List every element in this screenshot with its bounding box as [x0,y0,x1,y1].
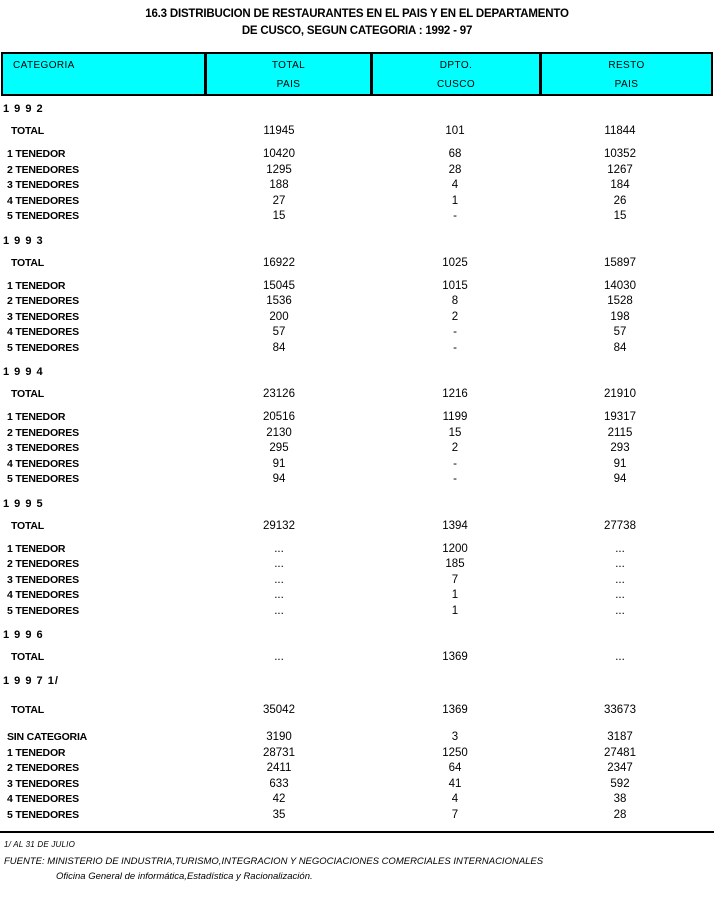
cell-value: ... [615,542,625,555]
row-label: 4 TENEDORES [7,457,79,470]
row-label: TOTAL [11,256,45,269]
cell-value: 2115 [607,426,633,439]
cell-value: 33673 [604,704,636,716]
cell-value: 15 [448,426,462,439]
row-label: 1 TENEDOR [7,411,66,423]
column-label: TOTAL [271,60,306,71]
cell-value: 184 [610,179,630,191]
table-row [0,457,714,473]
cell-value: 27481 [604,746,636,759]
cell-value: 38 [613,793,627,805]
cell-value: ... [615,573,625,586]
column-label: PAIS [276,79,301,90]
source-line: FUENTE: MINISTERIO DE INDUSTRIA,TURISMO,INTEGRACION Y NEGOCIACIONES COMERCIALES INTERNACIONALES [4,856,544,867]
row-label: 4 TENEDORES [7,793,79,805]
table-row [0,163,714,179]
cell-value: 57 [272,326,286,338]
cell-value: 29132 [263,519,295,532]
column-label: CATEGORIA [13,60,75,71]
row-label: TOTAL [11,704,45,716]
table-row [0,472,714,488]
row-label: 3 TENEDORES [7,573,79,586]
table-row [0,147,714,163]
cell-value: 592 [610,777,630,790]
row-label: 2 TENEDORES [7,426,79,439]
table-row [0,209,714,225]
table-row [0,441,714,457]
footnote: 1/ AL 31 DE JULIO [4,840,75,849]
year-section [0,101,714,225]
table-row [0,808,714,824]
cell-value: ... [274,589,284,601]
table-row [0,341,714,357]
row-label: 5 TENEDORES [7,808,79,821]
row-label: 2 TENEDORES [7,762,79,774]
table-row [0,792,714,808]
cell-value: 1015 [442,279,468,292]
cell-value: 15 [272,210,286,222]
cell-value: 1 [451,589,459,601]
cell-value: 200 [269,310,289,323]
cell-value: - [453,210,457,222]
table-row [0,573,714,589]
cell-value: 41 [448,777,462,790]
row-label: 5 TENEDORES [7,604,79,617]
cell-value: 84 [613,341,627,354]
row-label: 2 TENEDORES [7,558,79,570]
cell-value: 84 [272,341,286,354]
title-line-2: DE CUSCO, SEGUN CATEGORIA : 1992 - 97 [241,25,473,37]
cell-value: - [453,473,457,485]
table-row [0,255,714,271]
cell-value: 28731 [263,746,295,759]
cell-value: ... [274,558,284,570]
cell-value: 16922 [263,256,295,269]
cell-value: 15897 [604,256,636,269]
cell-value: 293 [610,442,630,454]
cell-value: 2 [451,310,459,323]
row-label: 4 TENEDORES [7,326,79,338]
table-row [0,386,714,402]
cell-value: 2347 [607,762,633,774]
cell-value: 1369 [442,704,468,716]
cell-value: ... [274,542,284,555]
cell-value: ... [615,589,625,601]
table-row [0,123,714,139]
cell-value: 35 [272,808,286,821]
year-section [0,364,714,488]
cell-value: 1528 [607,295,633,307]
row-label: 5 TENEDORES [7,210,79,222]
cell-value: 1 [451,604,459,617]
row-label: 4 TENEDORES [7,194,79,207]
footer-divider [0,831,714,833]
cell-value: ... [615,558,625,570]
cell-value: 1369 [442,651,468,663]
row-label: 1 TENEDOR [7,746,66,759]
column-label: DPTO. [439,60,473,71]
cell-value: ... [615,604,625,617]
cell-value: 3187 [607,731,633,743]
office-line: Oficina General de informática,Estadística y Racionalización. [56,871,313,882]
row-label: 2 TENEDORES [7,163,79,176]
table-row [0,542,714,558]
table-row [0,777,714,793]
cell-value: 2130 [266,426,292,439]
year-label: 1 9 9 7 1/ [3,675,59,687]
table-row [0,730,714,746]
row-label: 3 TENEDORES [7,310,79,323]
cell-value: 295 [269,442,289,454]
year-section [0,673,714,823]
table-row [0,518,714,534]
table-row [0,410,714,426]
row-label: 3 TENEDORES [7,179,79,191]
table-row [0,649,714,665]
cell-value: 15045 [263,279,295,292]
table-row [0,604,714,620]
cell-value: 188 [269,179,289,191]
cell-value: 1295 [266,163,292,176]
cell-value: 198 [610,310,630,323]
cell-value: 1 [451,194,459,207]
cell-value: 28 [613,808,627,821]
column-header-categoria [3,54,207,94]
cell-value: 3190 [266,731,292,743]
column-label: PAIS [614,79,639,90]
cell-value: 7 [451,573,459,586]
table-body [0,101,714,823]
cell-value: 94 [613,473,627,485]
cell-value: 20516 [263,411,295,423]
cell-value: 27738 [604,519,636,532]
table-row [0,588,714,604]
cell-value: - [453,326,457,338]
year-label: 1 9 9 4 [3,366,44,378]
cell-value: 3 [451,731,459,743]
cell-value: 1250 [442,746,468,759]
year-label: 1 9 9 2 [3,103,44,115]
column-label: CUSCO [436,79,476,90]
cell-value: 57 [613,326,627,338]
cell-value: 1025 [442,256,468,269]
cell-value: 27 [272,194,286,207]
cell-value: 10420 [263,148,295,160]
cell-value: 91 [272,457,286,470]
year-section [0,233,714,357]
row-label: 1 TENEDOR [7,542,66,555]
category-rows [0,730,714,823]
cell-value: 19317 [604,411,636,423]
column-label: RESTO [608,60,645,71]
cell-value: 7 [451,808,459,821]
row-label: 4 TENEDORES [7,589,79,601]
cell-value: 4 [451,793,459,805]
year-label: 1 9 9 3 [3,234,44,247]
category-rows [0,279,714,357]
cell-value: 2411 [266,762,292,774]
cell-value: 21910 [604,388,636,400]
row-label: TOTAL [11,125,45,137]
table-row [0,279,714,295]
cell-value: ... [274,651,284,663]
table-row [0,557,714,573]
table-row [0,325,714,341]
cell-value: 94 [272,473,286,485]
cell-value: 633 [269,777,289,790]
cell-value: 185 [445,558,465,570]
cell-value: 35042 [263,704,295,716]
table-row [0,761,714,777]
table-row [0,294,714,310]
cell-value: 68 [448,148,462,160]
cell-value: ... [615,651,625,663]
cell-value: 14030 [604,279,636,292]
cell-value: 1394 [442,519,468,532]
table-row [0,178,714,194]
title-line-1: 16.3 DISTRIBUCION DE RESTAURANTES EN EL PAIS Y EN EL DEPARTAMENTO [145,8,569,20]
column-header-total-pais [207,54,373,94]
category-rows [0,147,714,225]
page-title [0,0,714,40]
cell-value: 10352 [604,148,636,160]
cell-value: 26 [613,194,627,207]
cell-value: 2 [451,442,459,454]
cell-value: 23126 [263,388,295,400]
table-row [0,310,714,326]
row-label: 1 TENEDOR [7,279,66,292]
cell-value: 4 [451,179,459,191]
cell-value: 42 [272,793,286,805]
table-row [0,746,714,762]
column-header-dpto-cusco [373,54,542,94]
cell-value: 1200 [442,542,468,555]
cell-value: 11945 [263,125,295,137]
row-label: TOTAL [11,651,45,663]
row-label: TOTAL [11,388,45,400]
year-section [0,496,714,620]
year-section [0,627,714,665]
column-header-resto-pais [542,54,711,94]
cell-value: 1216 [442,388,468,400]
row-label: TOTAL [11,519,45,532]
row-label: 1 TENEDOR [7,148,66,160]
cell-value: 28 [448,163,462,176]
table-row [0,702,714,718]
row-label: 2 TENEDORES [7,295,79,307]
year-label: 1 9 9 5 [3,497,44,510]
row-label: 5 TENEDORES [7,341,79,354]
table-row [0,426,714,442]
category-rows [0,542,714,620]
row-label: SIN CATEGORIA [7,731,88,743]
year-label: 1 9 9 6 [3,629,44,641]
cell-value: - [453,341,457,354]
category-rows [0,410,714,488]
cell-value: 15 [613,210,627,222]
row-label: 5 TENEDORES [7,473,79,485]
row-label: 3 TENEDORES [7,442,79,454]
table-row [0,194,714,210]
cell-value: 11844 [604,125,636,137]
table-header [1,52,713,96]
cell-value: ... [274,604,284,617]
cell-value: 1199 [442,411,468,423]
cell-value: ... [274,573,284,586]
cell-value: 1267 [607,163,633,176]
cell-value: 101 [445,125,465,137]
cell-value: 64 [448,762,462,774]
row-label: 3 TENEDORES [7,777,79,790]
cell-value: 91 [613,457,627,470]
cell-value: 1536 [266,295,292,307]
cell-value: 8 [451,295,459,307]
cell-value: - [453,457,457,470]
